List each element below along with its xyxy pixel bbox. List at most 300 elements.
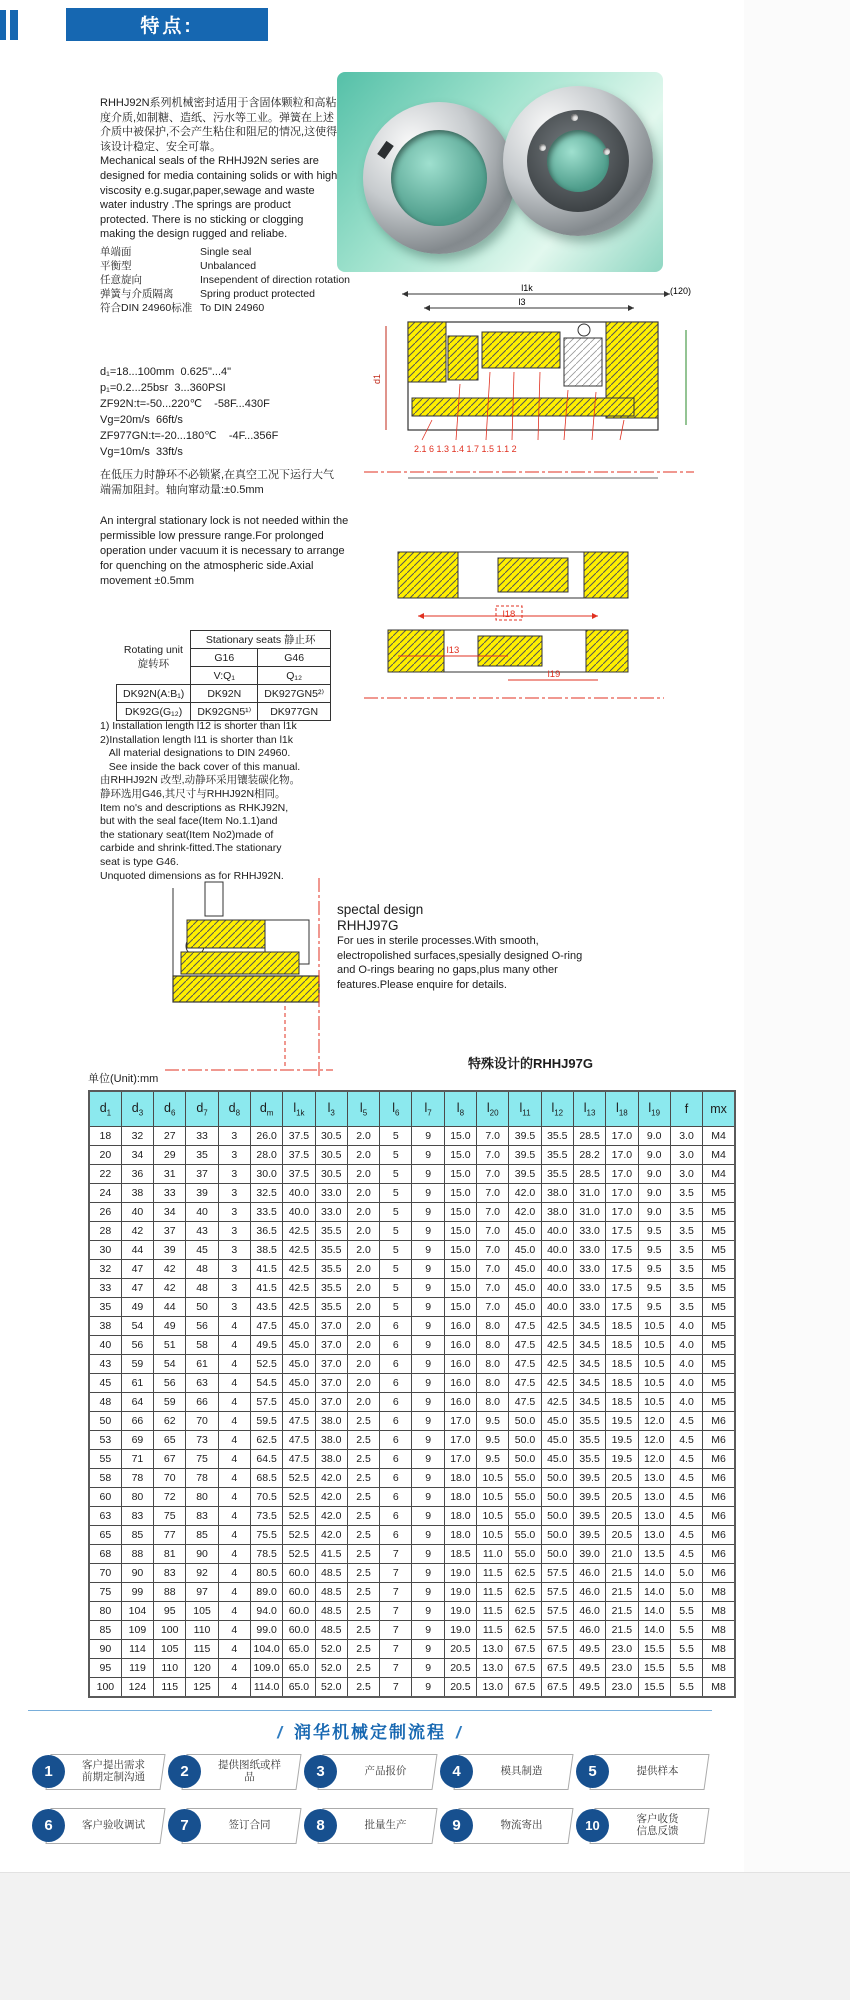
dim-table-cell: 41.5	[250, 1279, 282, 1298]
dim-table-cell: 15.0	[444, 1298, 476, 1317]
dim-table-row	[89, 1640, 735, 1659]
dim-table-cell: 49	[154, 1317, 186, 1336]
dim-table-cell: 3	[218, 1146, 250, 1165]
dim-table-row	[89, 1450, 735, 1469]
dim-table-cell: 5	[380, 1279, 412, 1298]
spec-pair-en: To DIN 24960	[200, 302, 265, 314]
dim-table-cell: 59	[154, 1393, 186, 1412]
dim-table-cell: 17.0	[606, 1127, 638, 1146]
dim-table-cell: M6	[703, 1545, 735, 1564]
dim-table-row	[89, 1165, 735, 1184]
seats-cell: DK92N(A:B₁)	[117, 685, 191, 703]
process-step-number: 3	[304, 1755, 337, 1788]
dim-col-header: $d_7$	[186, 1091, 218, 1127]
process-step	[578, 1752, 709, 1792]
dim-table-cell: 3	[218, 1260, 250, 1279]
dim-table-cell: 65.0	[283, 1640, 315, 1659]
dim-table-cell: 9	[412, 1203, 444, 1222]
dim-table-cell: 28.2	[573, 1146, 605, 1165]
dim-table-cell: 64	[121, 1393, 153, 1412]
process-step-label: 客户提出需求 前期定制沟通	[82, 1758, 145, 1783]
dim-table-cell: 4	[218, 1583, 250, 1602]
seats-table	[116, 630, 331, 721]
dim-table-cell: 20.5	[606, 1469, 638, 1488]
dim-table-cell: 15.0	[444, 1279, 476, 1298]
dim-table-cell: 15.0	[444, 1184, 476, 1203]
process-step-label: 模具制造	[500, 1764, 543, 1777]
seats-grade-g16: G16	[191, 649, 258, 667]
dim-table-cell: 88	[154, 1583, 186, 1602]
dim-table-cell: 2.0	[347, 1165, 379, 1184]
dim-table-cell: 5.5	[670, 1659, 702, 1678]
process-step	[306, 1806, 437, 1846]
dim-table-row	[89, 1184, 735, 1203]
dim-table-row	[89, 1298, 735, 1317]
dim-table-cell: 55	[89, 1450, 121, 1469]
dim-table-cell: 5	[380, 1203, 412, 1222]
dim-table-cell: 9	[412, 1507, 444, 1526]
installation-length-drawing	[358, 538, 670, 710]
dim-table-cell: 35.5	[573, 1450, 605, 1469]
dim-table-cell: 49.5	[573, 1678, 605, 1698]
seal-ring-right-bore	[547, 130, 609, 192]
dim-table-cell: 50.0	[509, 1412, 541, 1431]
dim-table-cell: 61	[121, 1374, 153, 1393]
dim-table-cell: 10.5	[477, 1469, 509, 1488]
dim-table-cell: 45	[89, 1374, 121, 1393]
dim-table-cell: 45.0	[509, 1279, 541, 1298]
dim-table-cell: 9	[412, 1184, 444, 1203]
dim-table-cell: 50.0	[541, 1507, 573, 1526]
dim-table-cell: 34.5	[573, 1374, 605, 1393]
dim-table-cell: 2.5	[347, 1564, 379, 1583]
dim-table-cell: 60.0	[283, 1564, 315, 1583]
dim-table-cell: 32	[121, 1127, 153, 1146]
dim-table-cell: 13.0	[638, 1507, 670, 1526]
dim-table-cell: 18	[89, 1127, 121, 1146]
dim-table-cell: 110	[186, 1621, 218, 1640]
dim-table-cell: 58	[186, 1336, 218, 1355]
dim-table-cell: 35.5	[573, 1412, 605, 1431]
process-step-label: 客户验收调试	[82, 1818, 145, 1831]
dim-table-cell: 37.0	[315, 1317, 347, 1336]
dim-table-cell: M8	[703, 1602, 735, 1621]
dim-table-cell: 30.5	[315, 1146, 347, 1165]
dim-table-cell: 35	[89, 1298, 121, 1317]
dim-table-cell: 68	[89, 1545, 121, 1564]
dim-table-cell: 5.5	[670, 1602, 702, 1621]
dim-table-cell: M8	[703, 1678, 735, 1698]
dim-table-cell: 52.5	[283, 1469, 315, 1488]
drawing-item-numbers: 2.1 6 1.3 1.4 1.7 1.5 1.1 2	[414, 444, 517, 454]
dim-table-cell: 3	[218, 1241, 250, 1260]
dim-table-cell: 9.0	[638, 1165, 670, 1184]
dim-table-cell: 70	[186, 1412, 218, 1431]
dim-table-cell: M5	[703, 1317, 735, 1336]
dim-table-cell: 47.5	[509, 1374, 541, 1393]
dim-table-cell: 17.0	[606, 1146, 638, 1165]
dim-table-cell: 59	[121, 1355, 153, 1374]
dim-table-cell: 2.5	[347, 1678, 379, 1698]
dim-col-header: $l_7$	[412, 1091, 444, 1127]
dim-table-cell: 18.5	[606, 1374, 638, 1393]
product-photo	[337, 72, 663, 272]
dim-table-cell: M8	[703, 1583, 735, 1602]
dim-table-cell: 18.0	[444, 1488, 476, 1507]
dim-table-cell: M5	[703, 1355, 735, 1374]
tech-spec-line: Vg=20m/s 66ft/s	[100, 414, 183, 426]
dim-table-cell: 41.5	[250, 1260, 282, 1279]
dim-table-cell: 42.5	[541, 1374, 573, 1393]
dim-table-cell: 9	[412, 1127, 444, 1146]
dim-table-cell: 33.0	[315, 1184, 347, 1203]
dim-table-cell: 3.0	[670, 1146, 702, 1165]
dim-table-cell: 13.0	[638, 1488, 670, 1507]
dim-table-cell: 38	[89, 1317, 121, 1336]
dim-table-cell: 4	[218, 1545, 250, 1564]
dim-table-cell: 9	[412, 1393, 444, 1412]
dim-table-cell: 7	[380, 1640, 412, 1659]
dim-table-cell: 19.0	[444, 1564, 476, 1583]
dim-table-cell: M5	[703, 1279, 735, 1298]
dim-table-row	[89, 1678, 735, 1698]
process-step	[34, 1806, 165, 1846]
dim-table-cell: 3	[218, 1127, 250, 1146]
dim-table-cell: 5	[380, 1127, 412, 1146]
dim-table-cell: 6	[380, 1507, 412, 1526]
dim-table-cell: 42	[121, 1222, 153, 1241]
dim-table-cell: 58	[89, 1469, 121, 1488]
dim-table-cell: 35	[186, 1146, 218, 1165]
dim-table-cell: 104	[121, 1602, 153, 1621]
process-step-label: 提供样本	[636, 1764, 679, 1777]
dim-table-cell: 40.0	[541, 1260, 573, 1279]
dim-col-header: $l_{18}$	[606, 1091, 638, 1127]
process-step-number: 2	[168, 1755, 201, 1788]
dim-table-cell: 38.5	[250, 1241, 282, 1260]
dim-table-cell: M8	[703, 1659, 735, 1678]
spec-pair-zh: 任意旋向	[100, 274, 142, 286]
dim-col-header: $l_{20}$	[477, 1091, 509, 1127]
dim-table-cell: 17.5	[606, 1298, 638, 1317]
dim-table-cell: 30.5	[315, 1127, 347, 1146]
dim-table-cell: 37.0	[315, 1355, 347, 1374]
dim-table-cell: 110	[154, 1659, 186, 1678]
dim-table-cell: 55.0	[509, 1469, 541, 1488]
dimensions-table	[88, 1090, 736, 1698]
dim-table-cell: 49.5	[573, 1640, 605, 1659]
dim-table-cell: 35.5	[315, 1222, 347, 1241]
dim-table-cell: 8.0	[477, 1374, 509, 1393]
dim-table-cell: 40	[89, 1336, 121, 1355]
dim-table-cell: 9.5	[477, 1431, 509, 1450]
dim-table-cell: 15.0	[444, 1241, 476, 1260]
process-step-label: 客户收货 信息反馈	[636, 1812, 679, 1837]
dim-table-cell: 5	[380, 1260, 412, 1279]
dim-table-cell: 14.0	[638, 1564, 670, 1583]
dim-table-cell: 39.0	[573, 1545, 605, 1564]
dim-table-cell: M6	[703, 1412, 735, 1431]
dim-table-cell: 17.5	[606, 1260, 638, 1279]
dim-table-cell: 60.0	[283, 1583, 315, 1602]
intro-block	[100, 96, 340, 242]
dim-table-cell: 115	[186, 1640, 218, 1659]
dim-table-cell: 99	[121, 1583, 153, 1602]
dim-table-cell: 78	[121, 1469, 153, 1488]
dim-table-cell: 9	[412, 1450, 444, 1469]
seal-cross-section-drawing	[352, 280, 702, 518]
dim-table-cell: 46.0	[573, 1564, 605, 1583]
dim-table-cell: 100	[154, 1621, 186, 1640]
dim-table-cell: 5	[380, 1146, 412, 1165]
dim-table-cell: 23.0	[606, 1678, 638, 1698]
dim-table-cell: 8.0	[477, 1393, 509, 1412]
dim-table-cell: 57.5	[541, 1621, 573, 1640]
dim-table-cell: 56	[186, 1317, 218, 1336]
dim-table-row	[89, 1488, 735, 1507]
dim-table-cell: 85	[121, 1526, 153, 1545]
dim-table-cell: 7.0	[477, 1260, 509, 1279]
dim-table-cell: 7.0	[477, 1165, 509, 1184]
dim-table-cell: M5	[703, 1336, 735, 1355]
dim-table-cell: 10.5	[477, 1488, 509, 1507]
dim-table-cell: 4.5	[670, 1545, 702, 1564]
dim-table-cell: 50.0	[541, 1526, 573, 1545]
dim-table-cell: 2.0	[347, 1203, 379, 1222]
dim-table-cell: 9	[412, 1545, 444, 1564]
dim-table-cell: 35.5	[315, 1298, 347, 1317]
unit-label: 单位(Unit):mm	[88, 1073, 159, 1085]
dim-table-cell: 20.5	[606, 1507, 638, 1526]
dim-table-cell: 9	[412, 1355, 444, 1374]
dim-table-cell: 39	[186, 1184, 218, 1203]
dim-table-cell: 3.5	[670, 1222, 702, 1241]
seats-cell: DK92N	[191, 685, 258, 703]
dim-table-cell: M8	[703, 1640, 735, 1659]
dim-table-cell: 3	[218, 1279, 250, 1298]
dim-table-cell: 19.5	[606, 1431, 638, 1450]
dim-col-header: $l_5$	[347, 1091, 379, 1127]
dim-table-cell: 67.5	[541, 1659, 573, 1678]
dim-table-cell: 47	[121, 1279, 153, 1298]
dim-table-cell: 57.5	[541, 1602, 573, 1621]
tech-spec-line: d₁=18...100mm 0.625"...4"	[100, 366, 232, 378]
tech-spec-list	[100, 364, 278, 460]
dim-table-cell: 85	[89, 1621, 121, 1640]
dim-table-cell: 9	[412, 1621, 444, 1640]
dim-table-cell: 60.0	[283, 1621, 315, 1640]
dim-table-cell: 42.5	[541, 1317, 573, 1336]
dim-table-cell: 9.0	[638, 1184, 670, 1203]
dim-table-cell: 20	[89, 1146, 121, 1165]
dim-table-cell: M5	[703, 1203, 735, 1222]
dim-table-cell: 50	[89, 1412, 121, 1431]
dim-table-cell: 3.5	[670, 1279, 702, 1298]
dim-table-cell: 9	[412, 1602, 444, 1621]
dim-table-cell: 42.5	[283, 1241, 315, 1260]
dim-table-cell: 15.5	[638, 1640, 670, 1659]
dim-table-cell: 42.0	[315, 1469, 347, 1488]
dim-table-cell: 33	[89, 1279, 121, 1298]
dim-table-cell: 45.0	[283, 1336, 315, 1355]
svg-text:l18: l18	[502, 609, 516, 620]
dim-table-row	[89, 1526, 735, 1545]
dim-table-cell: 20.5	[606, 1488, 638, 1507]
dim-table-cell: 48.5	[315, 1602, 347, 1621]
dim-table-cell: 12.0	[638, 1431, 670, 1450]
dim-table-cell: 19.5	[606, 1412, 638, 1431]
dim-table-cell: 40.0	[541, 1222, 573, 1241]
process-step	[170, 1806, 301, 1846]
dim-table-cell: M5	[703, 1222, 735, 1241]
dim-table-cell: 42	[154, 1279, 186, 1298]
dim-table-cell: 78	[186, 1469, 218, 1488]
process-title	[0, 1718, 740, 1743]
dim-table-cell: 9	[412, 1317, 444, 1336]
dim-table-cell: 45.0	[509, 1298, 541, 1317]
tech-spec-line: p₁=0.2...25bsr 3...360PSI	[100, 382, 226, 394]
dim-table-cell: 48.5	[315, 1583, 347, 1602]
dim-table-cell: 97	[186, 1583, 218, 1602]
dim-table-cell: 90	[89, 1640, 121, 1659]
dim-table-cell: 5	[380, 1298, 412, 1317]
seal-ring-left	[363, 102, 515, 254]
process-step-label: 物流寄出	[500, 1818, 543, 1831]
dim-table-cell: 13.5	[638, 1545, 670, 1564]
dim-table-cell: 80	[186, 1488, 218, 1507]
dim-table-cell: 50	[186, 1298, 218, 1317]
dim-table-cell: M5	[703, 1260, 735, 1279]
dim-table-cell: 125	[186, 1678, 218, 1698]
dim-table-row	[89, 1317, 735, 1336]
dim-table-cell: 65	[89, 1526, 121, 1545]
dim-table-cell: 6	[380, 1488, 412, 1507]
dim-table-cell: 35.5	[315, 1241, 347, 1260]
dim-table-cell: 4.5	[670, 1431, 702, 1450]
dim-table-cell: 3.5	[670, 1203, 702, 1222]
dim-table-cell: 19.5	[606, 1450, 638, 1469]
dim-table-cell: 34.5	[573, 1336, 605, 1355]
dim-table-cell: 33.5	[250, 1203, 282, 1222]
dim-table-cell: 17.0	[606, 1184, 638, 1203]
dim-table-cell: 5.5	[670, 1640, 702, 1659]
dim-table-cell: 15.0	[444, 1222, 476, 1241]
dim-table-cell: 5	[380, 1184, 412, 1203]
dim-table-cell: 9	[412, 1488, 444, 1507]
dim-table-cell: 42.5	[283, 1279, 315, 1298]
dim-col-header: $l_{13}$	[573, 1091, 605, 1127]
seats-material-1: V:Q₁	[191, 667, 258, 685]
dim-table-cell: 20.5	[444, 1678, 476, 1698]
dim-table-cell: 42.0	[315, 1526, 347, 1545]
dim-table-cell: 38.0	[541, 1184, 573, 1203]
dim-table-cell: 39.5	[573, 1526, 605, 1545]
dim-table-cell: M5	[703, 1393, 735, 1412]
dim-table-cell: 28.0	[250, 1146, 282, 1165]
dim-table-cell: 45.0	[541, 1412, 573, 1431]
dim-table-cell: 4.0	[670, 1355, 702, 1374]
spec-pair-row	[100, 288, 350, 301]
dim-table-cell: 15.0	[444, 1165, 476, 1184]
dim-table-cell: 48	[186, 1260, 218, 1279]
dim-table-cell: 68.5	[250, 1469, 282, 1488]
spec-pair-en: Single seal	[200, 246, 252, 258]
dim-table-cell: 35.5	[573, 1431, 605, 1450]
dim-table-cell: 24	[89, 1184, 121, 1203]
spring-hole-dot	[539, 144, 546, 151]
dim-table-cell: 39.5	[509, 1146, 541, 1165]
dim-table-cell: 21.5	[606, 1621, 638, 1640]
dim-table-cell: 10.5	[638, 1393, 670, 1412]
dim-table-cell: 55.0	[509, 1526, 541, 1545]
dim-table-cell: 90	[186, 1545, 218, 1564]
dim-table-cell: 44	[154, 1298, 186, 1317]
dim-table-row	[89, 1279, 735, 1298]
tech-spec-line: ZF977GN:t=-20...180℃ -4F...356F	[100, 430, 279, 442]
dim-table-cell: 18.5	[606, 1393, 638, 1412]
dim-table-cell: 4	[218, 1336, 250, 1355]
header-stripe-1	[0, 10, 6, 40]
dim-table-cell: 67.5	[541, 1640, 573, 1659]
process-step-number: 7	[168, 1809, 201, 1842]
dim-table-cell: 45.0	[509, 1222, 541, 1241]
dim-table-cell: 9	[412, 1222, 444, 1241]
dim-table-cell: 39.5	[573, 1469, 605, 1488]
dim-table-cell: 2.5	[347, 1526, 379, 1545]
dim-table-cell: 42.5	[283, 1260, 315, 1279]
dim-table-cell: 6	[380, 1393, 412, 1412]
dim-table-cell: 51	[154, 1336, 186, 1355]
dim-table-cell: 54	[154, 1355, 186, 1374]
dim-table-cell: 15.0	[444, 1127, 476, 1146]
dim-table-cell: 9	[412, 1146, 444, 1165]
dim-table-cell: 62	[154, 1412, 186, 1431]
page-right-margin	[744, 0, 850, 2000]
dim-table-cell: 4	[218, 1640, 250, 1659]
dim-table-cell: 36.5	[250, 1222, 282, 1241]
svg-text:l19: l19	[547, 669, 561, 680]
dim-table-cell: M6	[703, 1431, 735, 1450]
dim-table-cell: 8.0	[477, 1317, 509, 1336]
dim-table-cell: 4.5	[670, 1450, 702, 1469]
dim-table-cell: 5	[380, 1222, 412, 1241]
dim-table-cell: 9.5	[638, 1279, 670, 1298]
dim-table-cell: 37.5	[283, 1127, 315, 1146]
dim-col-header: $l_6$	[380, 1091, 412, 1127]
dim-table-cell: 9.5	[638, 1260, 670, 1279]
dim-table-cell: 50.0	[541, 1469, 573, 1488]
dim-table-cell: 2.0	[347, 1336, 379, 1355]
dim-table-cell: 47.5	[283, 1412, 315, 1431]
dim-table-cell: 43.5	[250, 1298, 282, 1317]
dim-table-cell: 52.0	[315, 1678, 347, 1698]
dim-table-cell: 52.5	[283, 1545, 315, 1564]
dim-table-cell: 75	[154, 1507, 186, 1526]
dim-table-cell: 16.0	[444, 1355, 476, 1374]
dim-table-cell: 9	[412, 1241, 444, 1260]
dim-table-cell: 4	[218, 1659, 250, 1678]
dim-table-cell: 7.0	[477, 1298, 509, 1317]
dim-table-cell: 33.0	[573, 1279, 605, 1298]
dim-table-cell: 64.5	[250, 1450, 282, 1469]
dim-table-cell: 60.0	[283, 1602, 315, 1621]
dim-table-cell: 88	[121, 1545, 153, 1564]
dim-table-cell: 9	[412, 1165, 444, 1184]
process-step-number: 1	[32, 1755, 65, 1788]
dim-table-cell: 33.0	[573, 1222, 605, 1241]
dim-table-cell: 42.0	[509, 1184, 541, 1203]
dim-table-cell: 63	[89, 1507, 121, 1526]
